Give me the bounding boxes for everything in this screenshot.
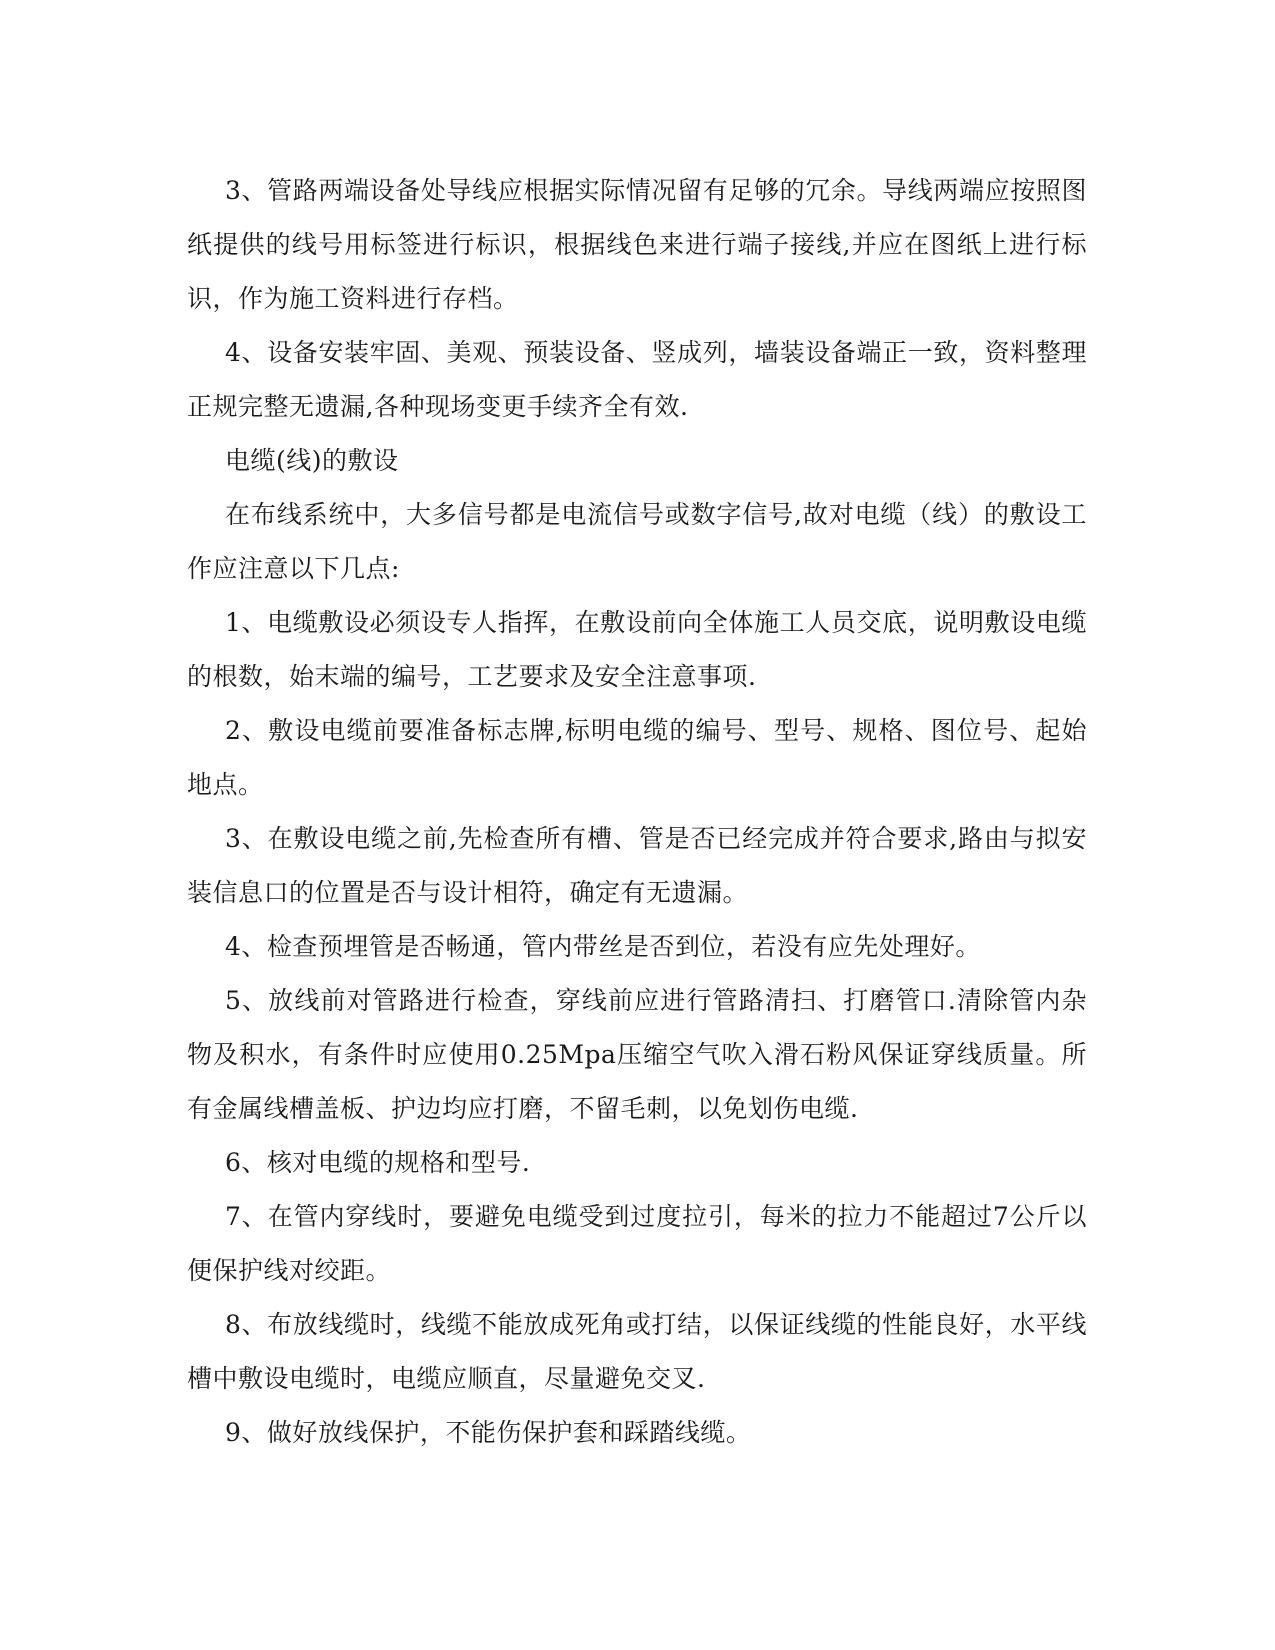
list-item-2: 2、敷设电缆前要准备标志牌,标明电缆的编号、型号、规格、图位号、起始地点。 xyxy=(187,716,1087,799)
list-item-1: 1、电缆敷设必须设专人指挥，在敷设前向全体施工人员交底，说明敷设电缆的根数，始末端的编号，工艺要求及安全注意事项. xyxy=(187,608,1087,691)
list-item-5: 5、放线前对管路进行检查，穿线前应进行管路清扫、打磨管口.清除管内杂物及积水，有条件时应使用0.25Mpa压缩空气吹入滑石粉风保证穿线质量。所有金属线槽盖板、护边均应打磨，不留毛刺，以免划伤电缆. xyxy=(187,986,1087,1123)
paragraph-wire-redundancy: 3、管路两端设备处导线应根据实际情况留有足够的冗余。导线两端应按照图纸提供的线号用标签进行标识，根据线色来进行端子接线,并应在图纸上进行标识，作为施工资料进行存档。 xyxy=(187,176,1087,313)
list-item-6: 6、核对电缆的规格和型号. xyxy=(225,1148,531,1177)
section-heading-cable-laying: 电缆(线)的敷设 xyxy=(225,446,399,475)
list-item-8: 8、布放线缆时，线缆不能放成死角或打结，以保证线缆的性能良好，水平线槽中敷设电缆时，电缆应顺直，尽量避免交叉. xyxy=(187,1310,1087,1393)
paragraph-cabling-intro: 在布线系统中，大多信号都是电流信号或数字信号,故对电缆（线）的敷设工作应注意以下几点: xyxy=(187,500,1087,583)
list-item-4: 4、检查预埋管是否畅通，管内带丝是否到位，若没有应先处理好。 xyxy=(225,932,981,961)
list-item-7: 7、在管内穿线时，要避免电缆受到过度拉引，每米的拉力不能超过7公斤以便保护线对绞距。 xyxy=(187,1202,1087,1285)
paragraph-equipment-installation: 4、设备安装牢固、美观、预装设备、竖成列，墙装设备端正一致，资料整理正规完整无遗漏,各种现场变更手续齐全有效. xyxy=(187,338,1087,421)
document-body xyxy=(187,164,1087,1460)
list-item-3: 3、在敷设电缆之前,先检查所有槽、管是否已经完成并符合要求,路由与拟安装信息口的位置是否与设计相符，确定有无遗漏。 xyxy=(187,824,1087,907)
list-item-9: 9、做好放线保护，不能伤保护套和踩踏线缆。 xyxy=(225,1418,752,1447)
